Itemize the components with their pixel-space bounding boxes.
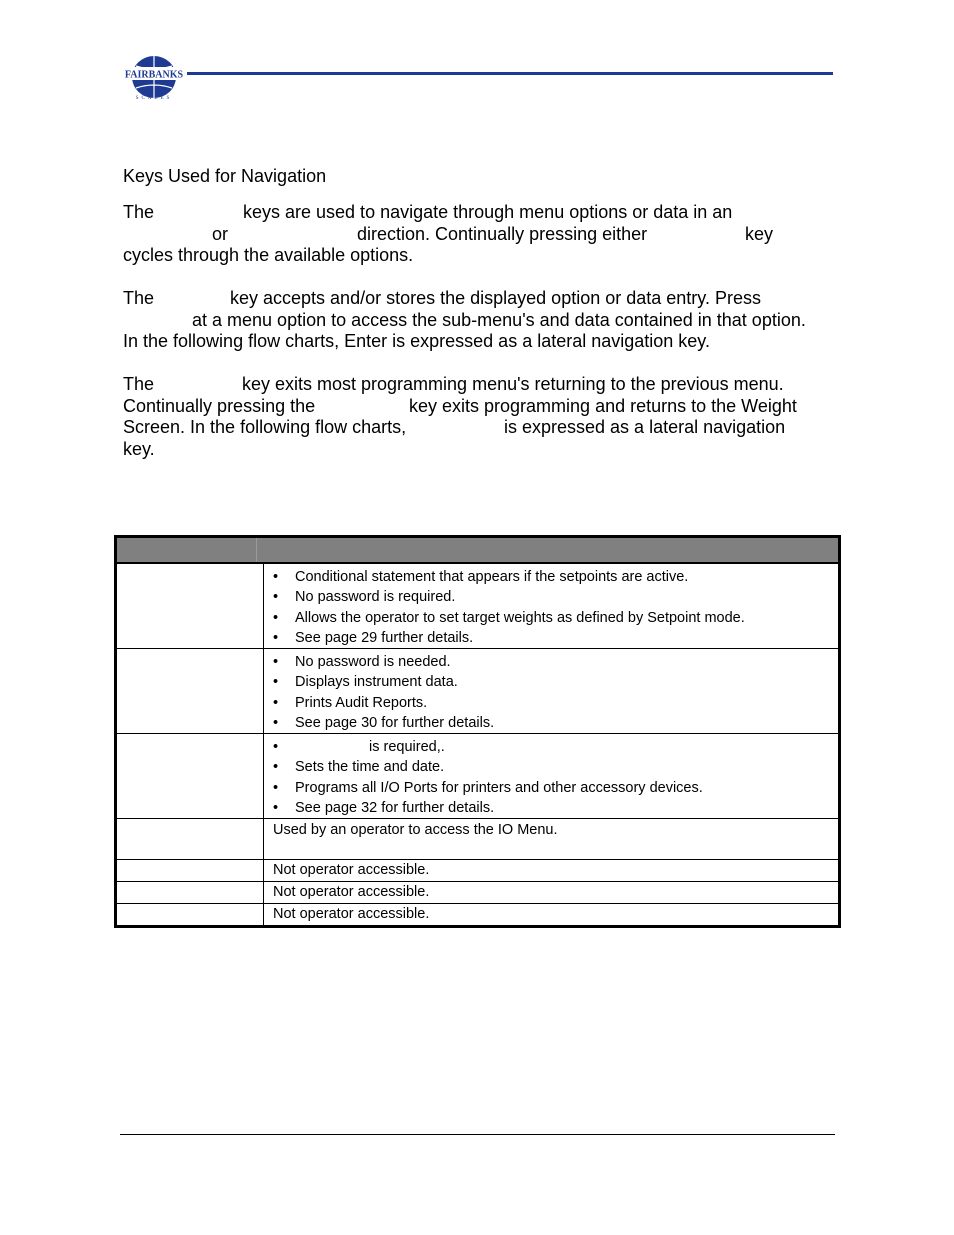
list-item: • Programs all I/O Ports for printers and other accessory devices.	[273, 778, 830, 798]
paragraph-line	[123, 310, 838, 332]
table-cell-label	[117, 882, 264, 903]
paragraph-2	[123, 288, 838, 353]
list-item: • See page 32 for further details.	[273, 798, 830, 818]
text-fragment: key accepts and/or stores the displayed option or data entry. Press	[230, 288, 761, 308]
table-row	[117, 881, 838, 903]
paragraph-1	[123, 202, 838, 267]
text-fragment: The	[123, 202, 155, 222]
list-item: • No password is needed.	[273, 652, 830, 672]
text-fragment: or	[212, 223, 229, 244]
table-row	[117, 648, 838, 733]
text-fragment: at a menu option to access the sub-menu's and data contained in that option.	[192, 309, 806, 330]
logo-text: FAIRBANKS	[124, 69, 184, 81]
text-fragment: is expressed as a lateral navigation	[504, 417, 786, 437]
table-cell-label	[117, 564, 264, 648]
table-cell-description: Not operator accessible.	[273, 884, 430, 900]
table-cell-label	[117, 860, 264, 881]
bullet-list	[273, 567, 830, 649]
paragraph-line	[123, 288, 838, 310]
list-item: • See page 30 for further details.	[273, 713, 830, 733]
text-fragment: cycles through the available options.	[123, 245, 414, 265]
table-cell-description	[264, 734, 838, 818]
table-cell-description: Used by an operator to access the IO Menu.	[273, 822, 558, 838]
list-item: • Conditional statement that appears if the setpoints are active.	[273, 567, 830, 587]
list-item-text: is required,.	[369, 739, 445, 755]
section-heading: Keys Used for Navigation	[123, 166, 327, 186]
table-row	[117, 903, 838, 925]
bullet-list	[273, 737, 830, 819]
list-item: • See page 29 further details.	[273, 628, 830, 648]
text-fragment: The	[123, 374, 155, 394]
table-cell-description: Not operator accessible.	[273, 862, 430, 878]
table-cell-description	[264, 649, 838, 733]
logo-subtext: SCALES	[135, 96, 173, 100]
text-fragment: Continually pressing the	[123, 395, 316, 416]
table-cell-label	[117, 819, 264, 859]
table-cell-label	[117, 649, 264, 733]
text-fragment: In the following flow charts, Enter is expressed as a lateral navigation key.	[123, 331, 710, 351]
table-row	[117, 859, 838, 881]
list-item: • Sets the time and date.	[273, 757, 830, 777]
list-item	[273, 737, 830, 757]
list-item: • Displays instrument data.	[273, 672, 830, 692]
table-cell-description: Not operator accessible.	[273, 906, 430, 922]
table-row	[117, 733, 838, 818]
table-cell-description	[264, 564, 838, 648]
text-fragment: Screen. In the following flow charts,	[123, 417, 407, 437]
text-fragment: key exits programming and returns to the Weight	[409, 395, 797, 416]
list-item: • Prints Audit Reports.	[273, 693, 830, 713]
header-rule	[187, 72, 833, 75]
table-header-row	[117, 538, 838, 563]
paragraph-line	[123, 245, 838, 267]
table-cell-label	[117, 904, 264, 925]
list-item: • Allows the operator to set target weights as defined by Setpoint mode.	[273, 608, 830, 628]
paragraph-line	[123, 439, 838, 461]
text-fragment: key.	[123, 438, 155, 459]
text-fragment: key exits most programming menu's returning to the previous menu.	[242, 374, 784, 394]
menu-table	[114, 535, 841, 928]
table-row	[117, 818, 838, 859]
paragraph-line	[123, 417, 838, 439]
paragraph-line	[123, 331, 838, 353]
text-fragment: keys are used to navigate through menu options or data in an	[243, 202, 733, 222]
fairbanks-logo	[122, 54, 186, 100]
table-row	[117, 563, 838, 648]
table-cell-label	[117, 734, 264, 818]
paragraph-line	[123, 224, 838, 246]
paragraph-3	[123, 374, 838, 460]
paragraph-line	[123, 374, 838, 396]
footer-rule	[120, 1134, 835, 1135]
paragraph-line	[123, 202, 838, 224]
paragraph-line	[123, 396, 838, 418]
text-fragment: direction. Continually pressing either	[357, 223, 648, 244]
bullet-list	[273, 652, 830, 734]
list-item: • No password is required.	[273, 587, 830, 607]
text-fragment: The	[123, 288, 155, 308]
text-fragment: key	[745, 223, 774, 244]
